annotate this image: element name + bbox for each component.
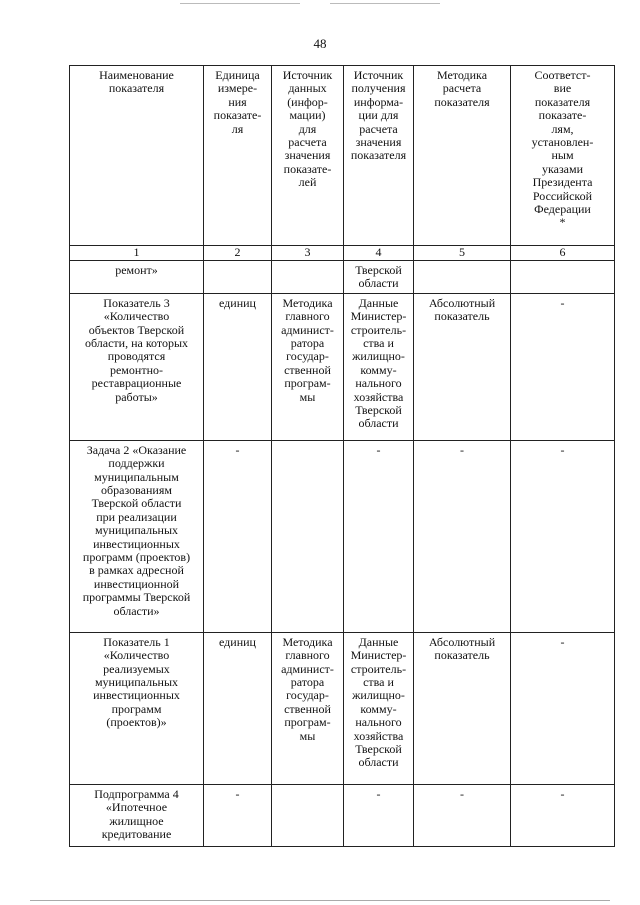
table-cell bbox=[272, 440, 344, 632]
table-cell: Абсолютный показатель bbox=[414, 632, 511, 784]
column-number: 6 bbox=[511, 246, 615, 261]
column-numbers-row bbox=[70, 246, 615, 261]
table-cell: - bbox=[511, 440, 615, 632]
table-cell: Задача 2 «Оказание поддержки муниципальным образованиям Тверской области при реализации муниципальных инвестиционных программ (проектов) в рамках адресной инвестиционной программы Тверской области» bbox=[70, 440, 204, 632]
header-row bbox=[70, 66, 615, 246]
column-number: 3 bbox=[272, 246, 344, 261]
table-cell: Методика главного админист- ратора государ- ственной програм- мы bbox=[272, 632, 344, 784]
table-cell: Показатель 3 «Количество объектов Тверской области, на которых проводятся ремонтно- реставрационные работы» bbox=[70, 293, 204, 440]
table-cell bbox=[414, 261, 511, 294]
table-cell: единиц bbox=[204, 293, 272, 440]
table-cell: Данные Министер- строитель- ства и жилищно- комму- нального хозяйства Тверской области bbox=[344, 293, 414, 440]
table-cell: - bbox=[511, 293, 615, 440]
table-row bbox=[70, 440, 615, 632]
table-cell bbox=[204, 261, 272, 294]
header-cell-unit: Единица измере- ния показате- ля bbox=[204, 66, 272, 246]
table-row bbox=[70, 632, 615, 784]
table-cell: Методика главного админист- ратора государ- ственной програм- мы bbox=[272, 293, 344, 440]
table-cell: Подпрограмма 4 «Ипотечное жилищное кредитование bbox=[70, 784, 204, 846]
table-cell: - bbox=[511, 632, 615, 784]
scan-edge-bottom bbox=[30, 900, 610, 901]
column-number: 5 bbox=[414, 246, 511, 261]
table-row bbox=[70, 293, 615, 440]
table-cell: - bbox=[204, 440, 272, 632]
header-cell-compliance: Соответст- вие показателя показате- лям, установлен- ным указами Президента Российской Федерации * bbox=[511, 66, 615, 246]
header-cell-method: Методика расчета показателя bbox=[414, 66, 511, 246]
table-row bbox=[70, 261, 615, 294]
table-row bbox=[70, 784, 615, 846]
column-number: 1 bbox=[70, 246, 204, 261]
table-cell: Абсолютный показатель bbox=[414, 293, 511, 440]
table-cell: Тверской области bbox=[344, 261, 414, 294]
table-cell: - bbox=[344, 784, 414, 846]
table-cell: единиц bbox=[204, 632, 272, 784]
header-cell-data-source: Источник данных (инфор- мации) для расчета значения показате- лей bbox=[272, 66, 344, 246]
header-cell-name: Наименование показателя bbox=[70, 66, 204, 246]
scan-edge-top bbox=[180, 3, 300, 4]
column-number: 4 bbox=[344, 246, 414, 261]
table-cell bbox=[511, 261, 615, 294]
table-cell: Показатель 1 «Количество реализуемых муниципальных инвестиционных программ (проектов)» bbox=[70, 632, 204, 784]
table-cell: ремонт» bbox=[70, 261, 204, 294]
column-number: 2 bbox=[204, 246, 272, 261]
indicators-table bbox=[69, 65, 615, 847]
table-cell: - bbox=[344, 440, 414, 632]
table-cell: - bbox=[414, 784, 511, 846]
table-cell bbox=[272, 784, 344, 846]
table-cell bbox=[272, 261, 344, 294]
scan-edge-top bbox=[330, 3, 440, 4]
table-cell: Данные Министер- строитель- ства и жилищно- комму- нального хозяйства Тверской области bbox=[344, 632, 414, 784]
header-cell-info-source: Источник получения информа- ции для расчета значения показателя bbox=[344, 66, 414, 246]
page-number: 48 bbox=[313, 36, 327, 51]
table-cell: - bbox=[204, 784, 272, 846]
table-cell: - bbox=[414, 440, 511, 632]
table-cell: - bbox=[511, 784, 615, 846]
